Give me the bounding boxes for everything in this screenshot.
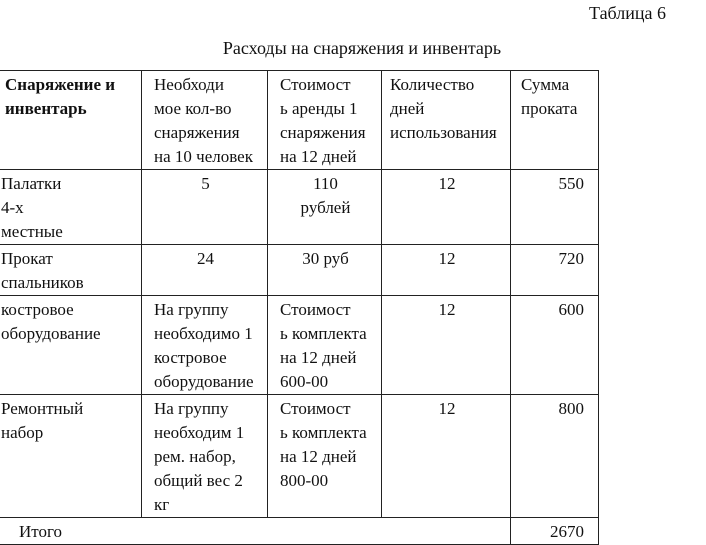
cell-sum: 550 (511, 170, 599, 245)
cell-qty: На группу необходим 1 рем. набор, общий вес 2 кг (142, 395, 268, 518)
total-value: 2670 (511, 518, 599, 545)
table-header-row (0, 71, 599, 170)
cell-sum: 720 (511, 245, 599, 296)
cell-cost: 110 рублей (268, 170, 382, 245)
cell-days: 12 (382, 245, 511, 296)
table-title: Расходы на снаряжения и инвентарь (222, 38, 502, 58)
total-label: Итого (0, 518, 511, 545)
table-row (0, 245, 599, 296)
cell-days: 12 (382, 170, 511, 245)
cell-qty: На группу необходимо 1 костровое оборудование (142, 296, 268, 395)
table-row (0, 170, 599, 245)
cell-item: костровое оборудование (0, 296, 142, 395)
cell-item: Ремонтный набор (0, 395, 142, 518)
cell-item: Прокат спальников (0, 245, 142, 296)
cell-days: 12 (382, 395, 511, 518)
expenses-table (0, 70, 599, 545)
header-sum: Сумма проката (511, 71, 599, 170)
cell-cost: Стоимост ь комплекта на 12 дней 800-00 (268, 395, 382, 518)
cell-sum: 600 (511, 296, 599, 395)
cell-item: Палатки 4-х местные (0, 170, 142, 245)
table-row (0, 296, 599, 395)
cell-sum: 800 (511, 395, 599, 518)
cell-qty: 24 (142, 245, 268, 296)
header-required-qty: Необходи мое кол-во снаряжения на 10 человек (142, 71, 268, 170)
expenses-table-wrapper (0, 70, 599, 545)
cell-cost: 30 руб (268, 245, 382, 296)
header-rent-cost: Стоимост ь аренды 1 снаряжения на 12 дней (268, 71, 382, 170)
cell-days: 12 (382, 296, 511, 395)
header-days: Количество дней использования (382, 71, 511, 170)
table-number: Таблица 6 (589, 3, 666, 23)
table-total-row (0, 518, 599, 545)
cell-cost: Стоимост ь комплекта на 12 дней 600-00 (268, 296, 382, 395)
cell-qty: 5 (142, 170, 268, 245)
header-equipment: Снаряжение и инвентарь (0, 71, 142, 170)
table-row (0, 395, 599, 518)
